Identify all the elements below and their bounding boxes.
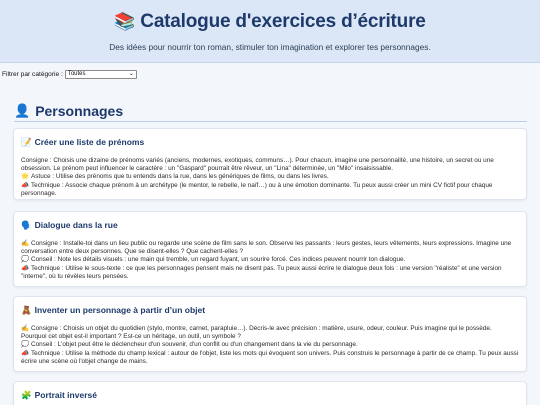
section-divider (14, 121, 527, 122)
exercise-title: 🧸 Inventer un personnage à partir d’un objet (21, 305, 206, 315)
megaphone-icon: 📣 (21, 264, 29, 272)
thought-bubble-icon: 💭 (21, 256, 29, 264)
memo-icon: 📝 (21, 137, 32, 147)
megaphone-icon: 📣 (21, 181, 29, 189)
writing-hand-icon: ✍️ (21, 325, 29, 332)
exercise-card[interactable] (13, 296, 527, 372)
exercise-title: 🧩 Portrait inversé (21, 390, 97, 400)
exercise-card[interactable] (13, 128, 527, 200)
exercise-instruction: ✍️ Consigne : Choisis un objet du quotidien (stylo, montre, carnet, parapluie…). Décris-le avec précision : matière, usure, odeur, couleur. Puis imagine qui le possède. Pourquoi cet objet est-il important ? Est-ce un héritage, un outil, un symbole ? (21, 325, 492, 341)
teddy-bear-icon: 🧸 (21, 305, 32, 315)
section-title-text: Personnages (35, 103, 124, 119)
exercise-title: 🗣️ Dialogue dans la rue (21, 220, 118, 230)
page-header (0, 0, 540, 63)
exercise-advice: 💭 Conseil : Note les détails visuels : une main qui tremble, un regard fuyant, un sourire forcé. Ces indices peuvent nourrir ton dialogue. (21, 256, 406, 264)
exercise-technique: 📣 Technique : Associe chaque prénom à un archétype (le mentor, le rebelle, le naïf…) ou à une émotion dominante. Tu peux aussi créer un mini CV fictif pour chaque personnage. (21, 181, 493, 197)
speaking-head-icon: 🗣️ (21, 220, 32, 230)
exercise-technique: 📣 Technique : Utilise le sous-texte : ce que les personnages pensent mais ne disent pas. Tu peux aussi écrire le dialogue deux fois : une version "réaliste" et une version "interne", où tu révèles leurs pensées. (21, 264, 502, 280)
exercise-card[interactable] (13, 381, 527, 405)
category-filter (2, 70, 137, 79)
exercise-instruction: Consigne : Choisis une dizaine de prénoms variés (anciens, modernes, exotiques, communs…). Pour chacun, imagine une personnalité, une histoire, un secret ou une obsession. Le prénom peut influencer le caractère : un "Gaspard" pourrait être rêveur, un "Lina" déterminée, un "Milo" insaisissable. (21, 157, 494, 173)
category-select-value: Toutes (67, 71, 86, 77)
exercise-instruction: ✍️ Consigne : Installe-toi dans un lieu public ou regarde une scène de film sans le son. Observe les passants : leurs gestes, leurs vêtements, leurs expressions. Imagine une conversation entre deux personnes. Que se disent-elles ? Que cachent-elles ? (21, 240, 512, 256)
exercise-title: 📝 Créer une liste de prénoms (21, 137, 145, 147)
puzzle-piece-icon: 🧩 (21, 390, 32, 400)
exercise-technique: 📣 Technique : Utilise la méthode du champ lexical : autour de l'objet, liste les mots qui évoquent son univers. Puis construis le personnage à partir de ce champ. Tu peux aussi écrire une scène où l'objet change de mains. (21, 349, 519, 365)
category-select[interactable] (65, 70, 137, 79)
section-title-personnages (14, 103, 123, 119)
page-title-text: Catalogue d'exercices d’écriture (140, 11, 426, 32)
books-icon: 📚 (114, 12, 136, 31)
megaphone-icon: 📣 (21, 349, 29, 357)
star-icon: 🌟 (21, 173, 29, 181)
filter-label: Filtrer par catégorie : (2, 71, 63, 78)
writing-hand-icon: ✍️ (21, 240, 29, 247)
person-icon: 👤 (14, 103, 31, 118)
page-subtitle: Des idées pour nourrir ton roman, stimuler ton imagination et explorer tes personnages. (109, 42, 431, 52)
exercise-advice: 💭 Conseil : L'objet peut être le déclencheur d'un souvenir, d'un conflit ou d'un changement dans la vie du personnage. (21, 341, 358, 349)
chevron-down-icon: ⌄ (128, 71, 134, 77)
exercise-tip: 🌟 Astuce : Utilise des prénoms que tu entends dans la rue, dans les génériques de films, ou dans les livres. (21, 173, 329, 181)
page-title (0, 11, 540, 33)
thought-bubble-icon: 💭 (21, 341, 29, 349)
exercise-card[interactable] (13, 211, 527, 287)
